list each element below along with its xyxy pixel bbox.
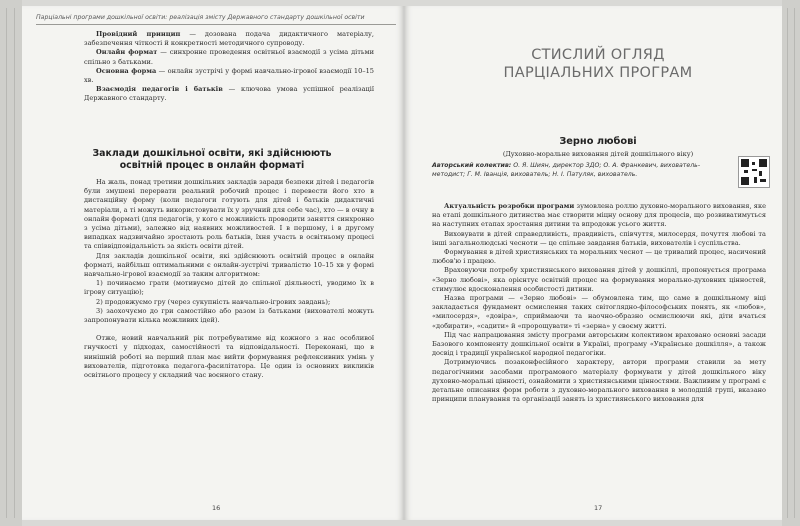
border-line (14, 8, 15, 518)
intro-item (84, 30, 374, 48)
paragraph: На жаль, понад третини дошкільних закладів заради безпеки дітей і педагогів були змушені перервати реальний робочий процес і перевести його хто в дистанційну форму (коли педагоги готують для дітей і батьків дидактичні матеріали, а ті можуть використовувати їх у зручний для себе час), хто — в очну в онлайн форматі (для педагогів, у кого є можливість проводити заняття синхронно з усіма дітьми), залежно від наявних можливостей. І в першому, і в другому випадках надзвичайно зростають роль батьків, їхня участь в освітньому процесі та співвідповідальність за якість освіти дітей. (84, 178, 374, 251)
paragraph: Формування в дітей християнських та моральних чеснот — це тривалий процес, насичений любов'ю і працею. (432, 248, 766, 266)
body-text (84, 178, 374, 380)
section-title (444, 46, 752, 82)
intro-item (84, 48, 374, 66)
paragraph: Виховувати в дітей справедливість, правдивість, співчуття, милосердя, почуття любові та інші загальнолюдські чесноти — це спільне завдання батьків, вихователів і суспільства. (432, 229, 766, 247)
paragraph (432, 202, 766, 230)
border-line (794, 8, 795, 518)
intro-item (84, 85, 374, 103)
paragraph: Назва програми — «Зерно любові» — обумовлена тим, що саме в дошкільному віці закладається фундамент осмислення таких світоглядно-філософських понять, як «любов», «милосердя», «довіра», сприймаючи та наочно-образно осмислюючи які, діти вчаться «добирати», «садити» й «пророщувати» ті «зерна» у своєму житті. (432, 294, 766, 330)
intro-item (84, 67, 374, 85)
paragraph: Дотримуючись позаконфесійного характеру, автори програми ставили за мету педагогічними засобами програмового матеріалу формувати у дітей дошкільного віку духовно-моральні цінності, ознайомити з християнськими цінностями. Важливим у програмі є детальне описання форм роботи з духовно-морального виховання в молодшій групі, вказано принципи планування та організації занять із християнського виховання для (432, 358, 766, 404)
section-title-line: СТИСЛИЙ ОГЛЯД (531, 47, 665, 63)
qr-code-icon (738, 156, 770, 188)
intro-term: Онлайн формат (96, 48, 158, 57)
paragraph: Для закладів дошкільної освіти, які здійснюють освітній процес в онлайн форматі, найбільш оптимальними є онлайн-зустрічі тривалістю 10–15 хв у формі навчально-ігрової взаємодії за таким алгоритмом: (84, 251, 374, 279)
intro-text: — ключова умова успішної реалізації Державного стандарту. (84, 85, 374, 103)
right-page (404, 6, 782, 520)
intro-text: — онлайн зустрічі у формі навчально-ігрової взаємодії 10–15 хв. (84, 66, 374, 85)
intro-text: — синхронне проведення освітньої взаємодії з усіма дітьми спільно з батьками. (84, 48, 375, 66)
border-line (6, 8, 7, 518)
section-heading: Заклади дошкільної освіти, які здійснюють освітній процес в онлайн форматі (92, 148, 332, 171)
authors-label: Авторський колектив: (432, 162, 512, 169)
paragraph: Під час напрацювання змісту програми авторським колективом враховано основні засади Базового компоненту дошкільної освіти в Україні, програму «Українське дошкілля», а також досвід і традиції української народної педагогіки. (432, 330, 766, 358)
intro-block (84, 30, 374, 104)
program-name: Зерно любові (559, 136, 637, 147)
body-text (432, 202, 766, 404)
intro-term: Основна форма (96, 66, 157, 75)
intro-term: Взаємодія педагогів і батьків (96, 85, 223, 94)
list-item: 1) починаємо грати (мотивуємо дітей до спільної діяльності, уводимо їх в ігрову ситуацію); (84, 279, 374, 297)
running-head: Парціальні програми дошкільної освіти: реалізація змісту Державного стандарту дошкільної освіти (36, 14, 365, 21)
list-item: 2) продовжуємо гру (через сукупність навчально-ігрових завдань); (96, 297, 331, 306)
right-ornamental-border (782, 0, 800, 526)
paragraph-term: Актуальність розробки програми (444, 202, 575, 210)
page-number: 16 (212, 504, 221, 512)
header-rule (36, 24, 396, 25)
intro-term: Провідний принцип (96, 30, 181, 38)
list-item: 3) заохочуємо до гри самостійно або разом із батьками (вихователі можуть запропонувати кілька можливих ідей). (84, 306, 374, 325)
left-ornamental-border (0, 0, 22, 526)
border-line (787, 8, 788, 518)
left-page (22, 6, 404, 520)
paragraph-text: зумовлена роллю духовно-морального виховання, яке на етапі дошкільного дитинства має створити міцну основу для процесів, що розвиватимуться на наступних етапах зростання дитини та впродовж усього життя. (432, 202, 766, 229)
authors-text: О. Я. Шиян, директор ЗДО; О. А. Франкевич, вихователь-методист; Г. М. Іванція, вихователь; Н. І. Патуляк, вихователь. (432, 162, 701, 178)
paragraph: Враховуючи потребу християнського виховання дітей у дошкіллі, пропонується програма «Зерно любові», яка орієнтує освітній процес на формування морально-духовних цінностей, стимулює вдосконалення особистості дитини. (432, 266, 766, 293)
page-number: 17 (594, 504, 603, 512)
paragraph: Отже, новий навчальний рік потребуватиме від кожного з нас особливої гнучкості у підходах, самостійності та відповідальності. Переконані, що в нинішній роботі на перший план має вийти формування рефлексивних умінь у вихователів, підготовка педагога-фасилітатора. Це один із основних викликів освітнього процесу у складний час воєнного стану. (84, 334, 374, 380)
section-title-line: ПАРЦІАЛЬНИХ ПРОГРАМ (503, 65, 693, 81)
authors (432, 162, 732, 179)
intro-text: — дозована подача дидактичного матеріалу, забезпечення чіткості й конкретності методичного супроводу. (84, 30, 374, 48)
program-subtitle: (Духовно-моральне виховання дітей дошкільного віку) (502, 150, 694, 158)
